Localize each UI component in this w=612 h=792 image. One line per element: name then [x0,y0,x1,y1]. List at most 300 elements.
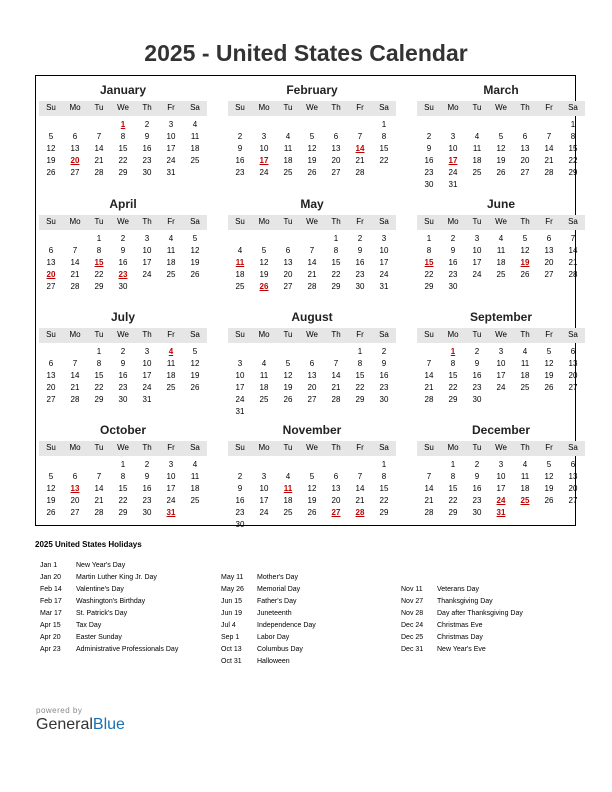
day-cell: 31 [379,282,389,291]
weekday-label: Th [520,217,530,226]
day-cell: 13 [520,144,530,153]
holiday-date: Nov 28 [401,610,424,617]
day-cell: 22 [118,496,128,505]
day-cell: 13 [544,246,554,255]
day-cell: 16 [379,371,389,380]
day-cell: 8 [381,472,387,481]
day-cell: 16 [118,371,128,380]
day-cell: 10 [259,484,269,493]
day-cell: 3 [261,472,267,481]
day-cell: 17 [379,258,389,267]
day-cell: 18 [283,496,293,505]
day-cell: 19 [496,156,506,165]
day-cell: 26 [520,270,530,279]
holiday-list-item [401,620,581,632]
weekday-header [417,215,585,230]
day-cell: 20 [46,383,56,392]
day-cell: 22 [379,496,389,505]
holiday-list-item [40,596,220,608]
day-cell: 27 [544,270,554,279]
day-cell: 13 [568,359,578,368]
day-cell: 25 [166,383,176,392]
holiday-date: Jun 19 [221,610,243,617]
day-cell: 18 [190,484,200,493]
day-cell: 30 [142,168,152,177]
weekday-label: Th [520,103,530,112]
day-cell: 16 [235,156,245,165]
day-cell: 7 [72,246,78,255]
month-name: July [110,310,135,324]
day-cell: 5 [309,132,315,141]
day-cell: 8 [96,246,102,255]
day-cell: 28 [70,282,80,291]
weekday-label: Tu [94,443,104,452]
weekday-label: Fr [167,443,175,452]
day-cell: 31 [235,407,245,416]
weekday-label: Sa [190,330,200,339]
day-cell: 7 [357,132,363,141]
day-cell: 26 [307,168,317,177]
weekday-header [39,441,207,456]
month-name: January [99,83,147,97]
day-cell: 21 [544,156,554,165]
day-cell: 15 [118,484,128,493]
day-cell: 18 [166,258,176,267]
weekday-label: Tu [283,217,293,226]
holiday-day-cell: 13 [70,484,80,493]
holiday-day-cell: 1 [450,347,456,356]
day-cell: 13 [307,371,317,380]
holiday-name: New Year's Eve [437,646,486,653]
day-cell: 25 [190,156,200,165]
day-cell: 25 [166,270,176,279]
weekday-label: Su [235,443,245,452]
day-cell: 9 [426,144,432,153]
holiday-list-item [221,584,401,596]
day-cell: 9 [237,484,243,493]
weekday-label: Fr [167,330,175,339]
day-cell: 23 [142,156,152,165]
day-cell: 16 [142,484,152,493]
day-cell: 3 [168,460,174,469]
holiday-list-column [40,560,220,656]
day-cell: 25 [472,168,482,177]
day-cell: 17 [166,144,176,153]
day-cell: 25 [283,168,293,177]
day-cell: 6 [546,234,552,243]
day-cell: 16 [424,156,434,165]
day-cell: 25 [190,496,200,505]
day-cell: 23 [118,383,128,392]
day-cell: 19 [190,258,200,267]
day-cell: 13 [46,371,56,380]
holiday-date: Jan 20 [40,574,62,581]
day-cell: 13 [46,258,56,267]
day-cell: 11 [283,144,293,153]
holiday-name: Columbus Day [257,646,303,653]
weekday-label: Mo [69,443,81,452]
holiday-name: Veterans Day [437,586,480,593]
day-cell: 29 [94,282,104,291]
day-cell: 17 [142,371,152,380]
holiday-date: Feb 17 [40,598,62,605]
weekday-header [417,101,585,116]
day-cell: 22 [118,156,128,165]
day-cell: 14 [544,144,554,153]
day-cell: 17 [496,371,506,380]
day-cell: 26 [46,508,56,517]
day-cell: 11 [520,359,530,368]
day-cell: 27 [568,496,578,505]
weekday-label: Su [235,330,245,339]
month-name: April [109,197,137,211]
weekday-label: Th [142,103,152,112]
day-cell: 12 [259,258,269,267]
day-cell: 23 [142,496,152,505]
day-cell: 29 [118,508,128,517]
holiday-date: Apr 15 [40,622,61,629]
day-cell: 24 [235,395,245,404]
day-cell: 29 [379,508,389,517]
holiday-day-cell: 11 [283,484,293,493]
holiday-name: Day after Thanksgiving Day [437,610,523,617]
weekday-label: Fr [167,103,175,112]
day-cell: 15 [379,144,389,153]
day-cell: 22 [448,496,458,505]
month-name: March [483,83,519,97]
day-cell: 4 [261,359,267,368]
weekday-header [228,101,396,116]
day-cell: 7 [426,359,432,368]
weekday-label: Sa [190,103,200,112]
day-cell: 22 [568,156,578,165]
weekday-label: We [306,330,318,339]
day-cell: 15 [379,484,389,493]
holiday-list-item [401,644,581,656]
holiday-day-cell: 28 [355,508,365,517]
day-cell: 27 [70,508,80,517]
day-cell: 19 [283,383,293,392]
holiday-day-cell: 31 [496,508,506,517]
day-cell: 30 [118,395,128,404]
weekday-label: Mo [69,217,81,226]
weekday-label: Tu [472,103,482,112]
day-cell: 21 [307,270,317,279]
day-cell: 29 [424,282,434,291]
day-cell: 10 [235,371,245,380]
day-cell: 1 [381,460,387,469]
holiday-list-item [40,572,220,584]
weekday-label: Mo [258,103,270,112]
month-name: November [282,423,342,437]
weekday-label: Sa [379,443,389,452]
day-cell: 7 [309,246,315,255]
day-cell: 7 [72,359,78,368]
day-cell: 10 [142,246,152,255]
day-cell: 20 [568,484,578,493]
day-cell: 17 [142,258,152,267]
weekday-label: We [117,330,129,339]
day-cell: 2 [450,234,456,243]
day-cell: 21 [355,156,365,165]
weekday-label: Tu [283,443,293,452]
holiday-list-item [221,644,401,656]
day-cell: 7 [357,472,363,481]
day-cell: 22 [424,270,434,279]
month-name: September [469,310,533,324]
day-cell: 31 [166,168,176,177]
weekday-label: Mo [258,217,270,226]
holiday-list-item [401,632,581,644]
day-cell: 10 [472,246,482,255]
day-cell: 20 [283,270,293,279]
weekday-label: Tu [94,103,104,112]
day-cell: 5 [261,246,267,255]
brand-name-general: General [36,716,93,733]
weekday-header [39,215,207,230]
holiday-day-cell: 27 [331,508,341,517]
holiday-day-cell: 26 [259,282,269,291]
day-cell: 30 [355,282,365,291]
holiday-day-cell: 17 [259,156,269,165]
holiday-date: Sep 1 [221,634,240,641]
weekday-label: Sa [379,330,389,339]
day-cell: 5 [48,472,54,481]
day-cell: 5 [192,347,198,356]
day-cell: 2 [144,120,150,129]
day-cell: 20 [70,496,80,505]
weekday-label: We [306,443,318,452]
day-cell: 15 [94,371,104,380]
day-cell: 1 [381,120,387,129]
day-cell: 6 [333,132,339,141]
day-cell: 15 [448,484,458,493]
day-cell: 14 [331,371,341,380]
day-cell: 10 [166,472,176,481]
holiday-name: Memorial Day [257,586,301,593]
holiday-day-cell: 15 [424,258,434,267]
day-cell: 28 [544,168,554,177]
day-cell: 10 [259,144,269,153]
day-cell: 13 [70,144,80,153]
holiday-list-item [221,572,401,584]
holiday-name: Thanksgiving Day [437,598,493,605]
day-cell: 3 [450,132,456,141]
day-cell: 5 [48,132,54,141]
day-cell: 15 [568,144,578,153]
day-cell: 11 [190,472,200,481]
day-cell: 9 [381,359,387,368]
day-cell: 13 [283,258,293,267]
day-cell: 28 [424,508,434,517]
weekday-label: Su [235,103,245,112]
day-cell: 2 [237,132,243,141]
day-cell: 9 [357,246,363,255]
holiday-name: Juneteenth [257,610,292,617]
day-cell: 10 [448,144,458,153]
holiday-list-column [221,572,401,668]
holiday-day-cell: 31 [166,508,176,517]
weekday-label: Su [46,443,56,452]
day-cell: 25 [235,282,245,291]
weekday-label: Fr [356,330,364,339]
weekday-label: Tu [94,330,104,339]
day-cell: 1 [426,234,432,243]
day-cell: 2 [144,460,150,469]
brand-name-blue: Blue [92,716,125,733]
day-cell: 22 [355,383,365,392]
day-cell: 23 [355,270,365,279]
weekday-label: We [495,217,507,226]
day-cell: 20 [544,258,554,267]
day-cell: 1 [570,120,576,129]
holiday-name: Easter Sunday [76,634,122,641]
day-cell: 25 [283,508,293,517]
day-cell: 23 [448,270,458,279]
day-cell: 27 [520,168,530,177]
day-cell: 20 [331,496,341,505]
day-cell: 11 [190,132,200,141]
day-cell: 1 [96,234,102,243]
day-cell: 26 [307,508,317,517]
day-cell: 3 [168,120,174,129]
day-cell: 26 [544,496,554,505]
weekday-label: Sa [379,103,389,112]
weekday-label: Sa [190,217,200,226]
day-cell: 8 [450,359,456,368]
holiday-day-cell: 1 [120,120,126,129]
day-cell: 22 [94,383,104,392]
holiday-date: Oct 13 [221,646,242,653]
day-cell: 27 [46,282,56,291]
day-cell: 4 [522,460,528,469]
holiday-list-item [40,644,220,656]
day-cell: 9 [144,132,150,141]
day-cell: 13 [331,484,341,493]
holiday-name: Christmas Eve [437,622,483,629]
day-cell: 22 [448,383,458,392]
day-cell: 5 [192,234,198,243]
holiday-date: Apr 20 [40,634,61,641]
day-cell: 10 [379,246,389,255]
holiday-date: Jan 1 [40,562,58,569]
day-cell: 26 [46,168,56,177]
holiday-date: Jun 15 [221,598,243,605]
weekday-label: Sa [379,217,389,226]
day-cell: 12 [46,484,56,493]
weekday-label: Su [46,217,56,226]
day-cell: 26 [496,168,506,177]
weekday-label: Th [142,443,152,452]
holiday-day-cell: 24 [496,496,506,505]
holiday-date: Nov 27 [401,598,424,605]
day-cell: 15 [331,258,341,267]
day-cell: 8 [450,472,456,481]
day-cell: 11 [496,246,506,255]
day-cell: 6 [285,246,291,255]
day-cell: 29 [355,395,365,404]
weekday-label: Sa [568,443,578,452]
day-cell: 28 [307,282,317,291]
day-cell: 14 [307,258,317,267]
holiday-list-item [221,620,401,632]
holiday-list-item [401,584,581,596]
holiday-name: Halloween [257,658,290,665]
day-cell: 17 [496,484,506,493]
day-cell: 24 [166,496,176,505]
brand-logo[interactable] [36,716,125,734]
day-cell: 16 [118,258,128,267]
day-cell: 25 [496,270,506,279]
weekday-label: Sa [568,330,578,339]
day-cell: 24 [259,508,269,517]
weekday-label: Sa [568,217,578,226]
weekday-label: Fr [356,103,364,112]
weekday-label: Mo [258,443,270,452]
day-cell: 24 [142,383,152,392]
holiday-name: Labor Day [257,634,290,641]
day-cell: 27 [568,383,578,392]
page-title: 2025 - United States Calendar [144,40,468,66]
day-cell: 2 [120,347,126,356]
weekday-label: We [117,217,129,226]
month-name: June [486,197,515,211]
day-cell: 7 [96,132,102,141]
holiday-list-item [401,596,581,608]
day-cell: 31 [448,180,458,189]
day-cell: 6 [309,359,315,368]
day-cell: 16 [142,144,152,153]
day-cell: 28 [331,395,341,404]
weekday-header [417,441,585,456]
weekday-header [39,328,207,343]
day-cell: 24 [259,168,269,177]
day-cell: 17 [259,496,269,505]
day-cell: 18 [259,383,269,392]
day-cell: 5 [309,472,315,481]
day-cell: 24 [166,156,176,165]
day-cell: 10 [166,132,176,141]
day-cell: 21 [424,496,434,505]
holiday-day-cell: 20 [46,270,56,279]
day-cell: 12 [544,359,554,368]
day-cell: 23 [472,383,482,392]
day-cell: 13 [568,472,578,481]
day-cell: 21 [94,496,104,505]
day-cell: 19 [544,484,554,493]
day-cell: 2 [357,234,363,243]
weekday-header [39,101,207,116]
day-cell: 2 [474,347,480,356]
day-cell: 7 [570,234,576,243]
weekday-label: Su [235,217,245,226]
day-cell: 9 [120,359,126,368]
weekday-label: Su [424,103,434,112]
day-cell: 11 [472,144,482,153]
day-cell: 20 [331,156,341,165]
weekday-label: Fr [356,443,364,452]
day-cell: 4 [474,132,480,141]
day-cell: 15 [355,371,365,380]
day-cell: 19 [259,270,269,279]
day-cell: 18 [283,156,293,165]
day-cell: 24 [448,168,458,177]
day-cell: 6 [48,246,54,255]
weekday-header [228,215,396,230]
weekday-label: Mo [258,330,270,339]
day-cell: 8 [357,359,363,368]
day-cell: 30 [142,508,152,517]
